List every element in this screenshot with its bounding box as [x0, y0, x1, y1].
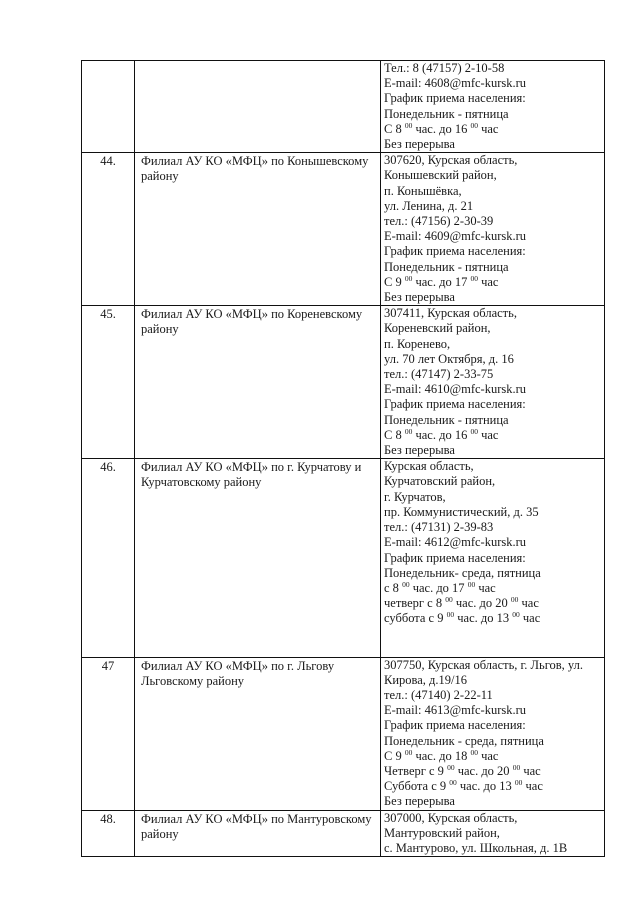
contact-line: Без перерыва — [384, 794, 455, 809]
contact-text: час — [475, 580, 496, 595]
row-number: 47 — [82, 657, 135, 810]
contact-line: E-mail: 4608@mfc-kursk.ru — [384, 76, 527, 91]
time-minutes-superscript: 00 — [470, 273, 478, 283]
table-row — [82, 810, 605, 857]
contact-line: Понедельник - пятница — [384, 412, 509, 427]
contact-text: четверг с 8 — [384, 596, 446, 611]
contact-line: тел.: (47147) 2-33-75 — [384, 367, 494, 382]
table-row — [82, 306, 605, 459]
time-minutes-superscript: 00 — [514, 778, 523, 788]
contact-text: час — [518, 596, 539, 611]
contact-line — [384, 122, 601, 137]
contact-line: п. Конышёвка, — [384, 183, 462, 198]
contact-line: Курчатовский район, — [384, 474, 496, 489]
contact-text: С 9 — [384, 274, 405, 289]
branch-contacts — [381, 657, 605, 810]
row-number: 48. — [82, 810, 135, 857]
contact-text: Четверг с 9 — [384, 763, 448, 778]
contact-line: ул. 70 лет Октября, д. 16 — [384, 351, 514, 366]
branch-contacts — [381, 810, 605, 857]
contact-line: 307750, Курская область, г. Льгов, ул. Кирова, д.19/16 — [384, 657, 583, 687]
time-minutes-superscript: 00 — [446, 610, 455, 620]
time-minutes-superscript: 00 — [402, 579, 410, 589]
time-minutes-superscript: 00 — [404, 273, 413, 283]
branch-contacts — [381, 306, 605, 459]
table-row — [82, 153, 605, 306]
table-body — [82, 61, 605, 857]
time-minutes-superscript: 00 — [470, 747, 478, 757]
row-number — [82, 61, 135, 153]
time-minutes-superscript: 00 — [449, 778, 457, 788]
contact-text: С 8 — [384, 121, 405, 136]
contact-line: тел.: (47140) 2-22-11 — [384, 687, 493, 702]
time-minutes-superscript: 00 — [470, 120, 478, 130]
branch-name: Филиал АУ КО «МФЦ» по Мантуровскому району — [135, 810, 381, 857]
contact-text: час. до 16 — [412, 121, 471, 136]
mfc-branches-table — [81, 60, 605, 857]
time-minutes-superscript: 00 — [404, 747, 413, 757]
contact-line: с. Мантурово, ул. Школьная, д. 1В — [384, 840, 568, 855]
contact-line: г. Курчатов, — [384, 489, 446, 504]
contact-line: E-mail: 4610@mfc-kursk.ru — [384, 382, 527, 397]
contact-line — [384, 275, 601, 290]
branch-name: Филиал АУ КО «МФЦ» по Конышевскому району — [135, 153, 381, 306]
branch-contacts — [381, 61, 605, 153]
contact-line: п. Коренево, — [384, 336, 451, 351]
contact-text: час — [477, 427, 499, 442]
branch-name: Филиал АУ КО «МФЦ» по г. Льгову Льговскому району — [135, 657, 381, 810]
contact-line — [384, 596, 601, 611]
time-minutes-superscript: 00 — [447, 762, 455, 772]
contact-line: 307620, Курская область, — [384, 153, 518, 168]
table-row — [82, 459, 605, 657]
contact-line: Кореневский район, — [384, 321, 491, 336]
contact-text: час. до 20 — [454, 763, 513, 778]
contact-line: E-mail: 4612@mfc-kursk.ru — [384, 535, 527, 550]
contact-text: суббота с 9 — [384, 611, 447, 626]
contact-line: График приема населения: — [384, 91, 526, 106]
contact-line: Мантуровский район, — [384, 825, 500, 840]
contact-line: Понедельник - пятница — [384, 259, 509, 274]
contact-text: час. до 13 — [456, 779, 515, 794]
row-number: 44. — [82, 153, 135, 306]
contact-text: С 9 — [384, 748, 405, 763]
contact-line — [384, 611, 601, 626]
time-minutes-superscript: 00 — [445, 595, 453, 605]
contact-line: Без перерыва — [384, 137, 455, 152]
contact-line: График приема населения: — [384, 244, 526, 259]
contact-line: 307411, Курская область, — [384, 306, 517, 321]
time-minutes-superscript: 00 — [510, 595, 519, 605]
contact-line: E-mail: 4613@mfc-kursk.ru — [384, 703, 527, 718]
contact-text: час — [477, 121, 499, 136]
contact-line: 307000, Курская область, — [384, 810, 518, 825]
contact-text: час. до 18 — [412, 748, 471, 763]
contact-line: Понедельник - пятница — [384, 106, 509, 121]
contact-line: График приема населения: — [384, 550, 526, 565]
branch-contacts — [381, 459, 605, 657]
contact-line — [384, 764, 601, 779]
contact-text: Суббота с 9 — [384, 779, 450, 794]
contact-text: час — [519, 611, 541, 626]
contact-text: час. до 17 — [412, 274, 471, 289]
contact-line — [384, 779, 601, 794]
contact-text: час. до 20 — [452, 596, 511, 611]
branch-name: Филиал АУ КО «МФЦ» по Кореневскому району — [135, 306, 381, 459]
contact-line: Курская область, — [384, 459, 474, 474]
time-minutes-superscript: 00 — [404, 426, 413, 436]
contact-text: час — [522, 779, 543, 794]
contact-text: С 8 — [384, 427, 405, 442]
contact-line — [384, 581, 601, 596]
contact-text: час — [477, 274, 499, 289]
contact-line — [384, 428, 601, 443]
mfc-branches-table-page — [81, 60, 604, 857]
contact-line: График приема населения: — [384, 397, 526, 412]
table-row — [82, 657, 605, 810]
contact-line: пр. Коммунистический, д. 35 — [384, 504, 539, 519]
contact-line: Тел.: 8 (47157) 2-10-58 — [384, 61, 505, 75]
branch-name — [135, 61, 381, 153]
blank-space — [384, 627, 601, 657]
contact-text: час. до 13 — [454, 611, 513, 626]
contact-line: Понедельник- среда, пятница — [384, 565, 541, 580]
contact-line: тел.: (47131) 2-39-83 — [384, 520, 494, 535]
time-minutes-superscript: 00 — [404, 120, 413, 130]
branch-contacts — [381, 153, 605, 306]
time-minutes-superscript: 00 — [512, 762, 521, 772]
contact-line: Конышевский район, — [384, 168, 497, 183]
contact-line: Без перерыва — [384, 443, 455, 458]
contact-line — [384, 749, 601, 764]
time-minutes-superscript: 00 — [512, 610, 520, 620]
row-number: 45. — [82, 306, 135, 459]
contact-text: час. до 16 — [412, 427, 471, 442]
contact-text: час. до 17 — [409, 580, 468, 595]
contact-line: График приема населения: — [384, 718, 526, 733]
contact-text: с 8 — [384, 580, 403, 595]
contact-text: час — [477, 748, 499, 763]
contact-line: ул. Ленина, д. 21 — [384, 198, 474, 213]
contact-line: Понедельник - среда, пятница — [384, 733, 544, 748]
time-minutes-superscript: 00 — [467, 579, 476, 589]
contact-line: E-mail: 4609@mfc-kursk.ru — [384, 229, 527, 244]
contact-text: час — [520, 763, 541, 778]
table-row — [82, 61, 605, 153]
branch-name: Филиал АУ КО «МФЦ» по г. Курчатову и Курчатовскому району — [135, 459, 381, 657]
contact-line: Без перерыва — [384, 290, 455, 305]
contact-line: тел.: (47156) 2-30-39 — [384, 214, 494, 229]
row-number: 46. — [82, 459, 135, 657]
time-minutes-superscript: 00 — [470, 426, 478, 436]
